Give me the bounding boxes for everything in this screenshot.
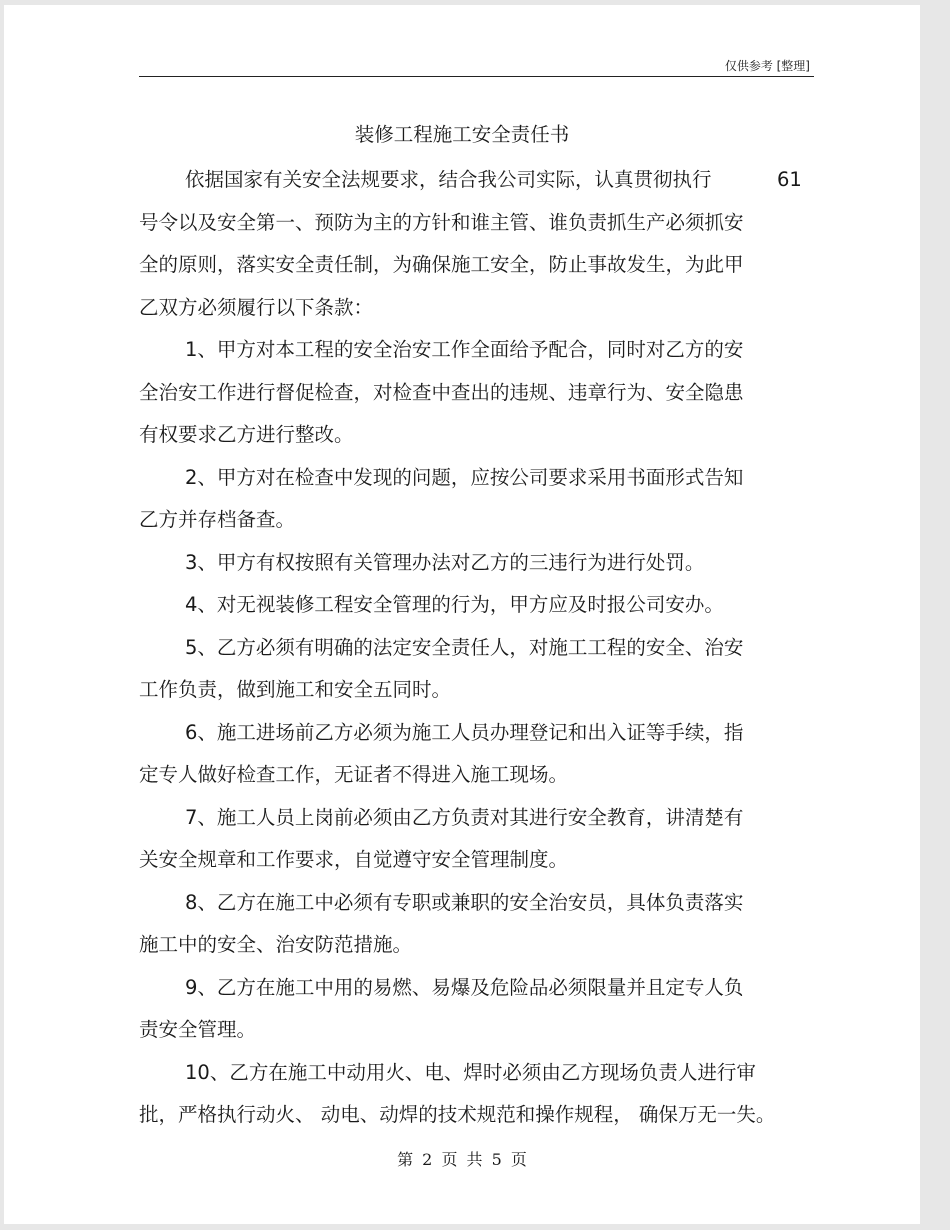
clause-2-line: 乙方并存档备查。 (139, 508, 296, 531)
header-note: 仅供参考 [整理] (724, 59, 810, 73)
intro-line: 号令以及安全第一、预防为主的方针和谁主管、谁负责抓生产必须抓安 (139, 210, 744, 234)
clause-10-first-line: 10、乙方在施工中动用火、电、焊时必须由乙方现场负责人进行审 (185, 1060, 756, 1084)
clause-9-line: 责安全管理。 (139, 1018, 257, 1041)
clause-3-first-line: 3、甲方有权按照有关管理办法对乙方的三违行为进行处罚。 (185, 550, 705, 574)
page-number: 第 2 页 共 5 页 (397, 1150, 527, 1169)
intro-line: 全的原则，落实安全责任制，为确保施工安全，防止事故发生，为此甲 (139, 253, 744, 276)
clause-7-first-line: 7、施工人员上岗前必须由乙方负责对其进行安全教育，讲清楚有 (185, 805, 744, 829)
intro-line-1-text: 依据国家有关安全法规要求，结合我公司实际，认真贯彻执行 (185, 168, 712, 191)
intro-line-1 (139, 159, 819, 202)
clause-1-line: 全治安工作进行督促检查，对检查中查出的违规、违章行为、安全隐患 (139, 380, 744, 404)
document-title: 装修工程施工安全责任书 (354, 123, 570, 146)
clause-list (139, 329, 819, 1137)
intro-decree-number: 61 (777, 168, 802, 191)
clause-6-first-line: 6、施工进场前乙方必须为施工人员办理登记和出入证等手续，指 (185, 720, 744, 744)
clause-1-first-line: 1、甲方对本工程的安全治安工作全面给予配合，同时对乙方的安 (185, 338, 744, 361)
clause-2-first-line: 2、甲方对在检查中发现的问题，应按公司要求采用书面形式告知 (185, 465, 744, 489)
clause-5-line: 工作负责，做到施工和安全五同时。 (139, 678, 452, 701)
document-page (4, 5, 920, 1224)
clause-1-line: 有权要求乙方进行整改。 (139, 423, 354, 446)
clause-10-line: 批，严格执行动火、 动电、动焊的技术规范和操作规程， 确保万无一失。 (139, 1103, 776, 1126)
clause-7-line: 关安全规章和工作要求，自觉遵守安全管理制度。 (139, 848, 569, 871)
clause-6-line: 定专人做好检查工作，无证者不得进入施工现场。 (139, 763, 569, 786)
clause-8-first-line: 8、乙方在施工中必须有专职或兼职的安全治安员，具体负责落实 (185, 890, 744, 914)
clause-4-first-line: 4、对无视装修工程安全管理的行为，甲方应及时报公司安办。 (185, 593, 724, 616)
clause-8-line: 施工中的安全、治安防范措施。 (139, 933, 413, 956)
clause-5-first-line: 5、乙方必须有明确的法定安全责任人，对施工工程的安全、治安 (185, 635, 744, 659)
header-divider (139, 76, 814, 77)
clause-9-first-line: 9、乙方在施工中用的易燃、易爆及危险品必须限量并且定专人负 (185, 975, 744, 999)
document-body (139, 159, 819, 1137)
intro-line: 乙双方必须履行以下条款： (139, 295, 374, 319)
